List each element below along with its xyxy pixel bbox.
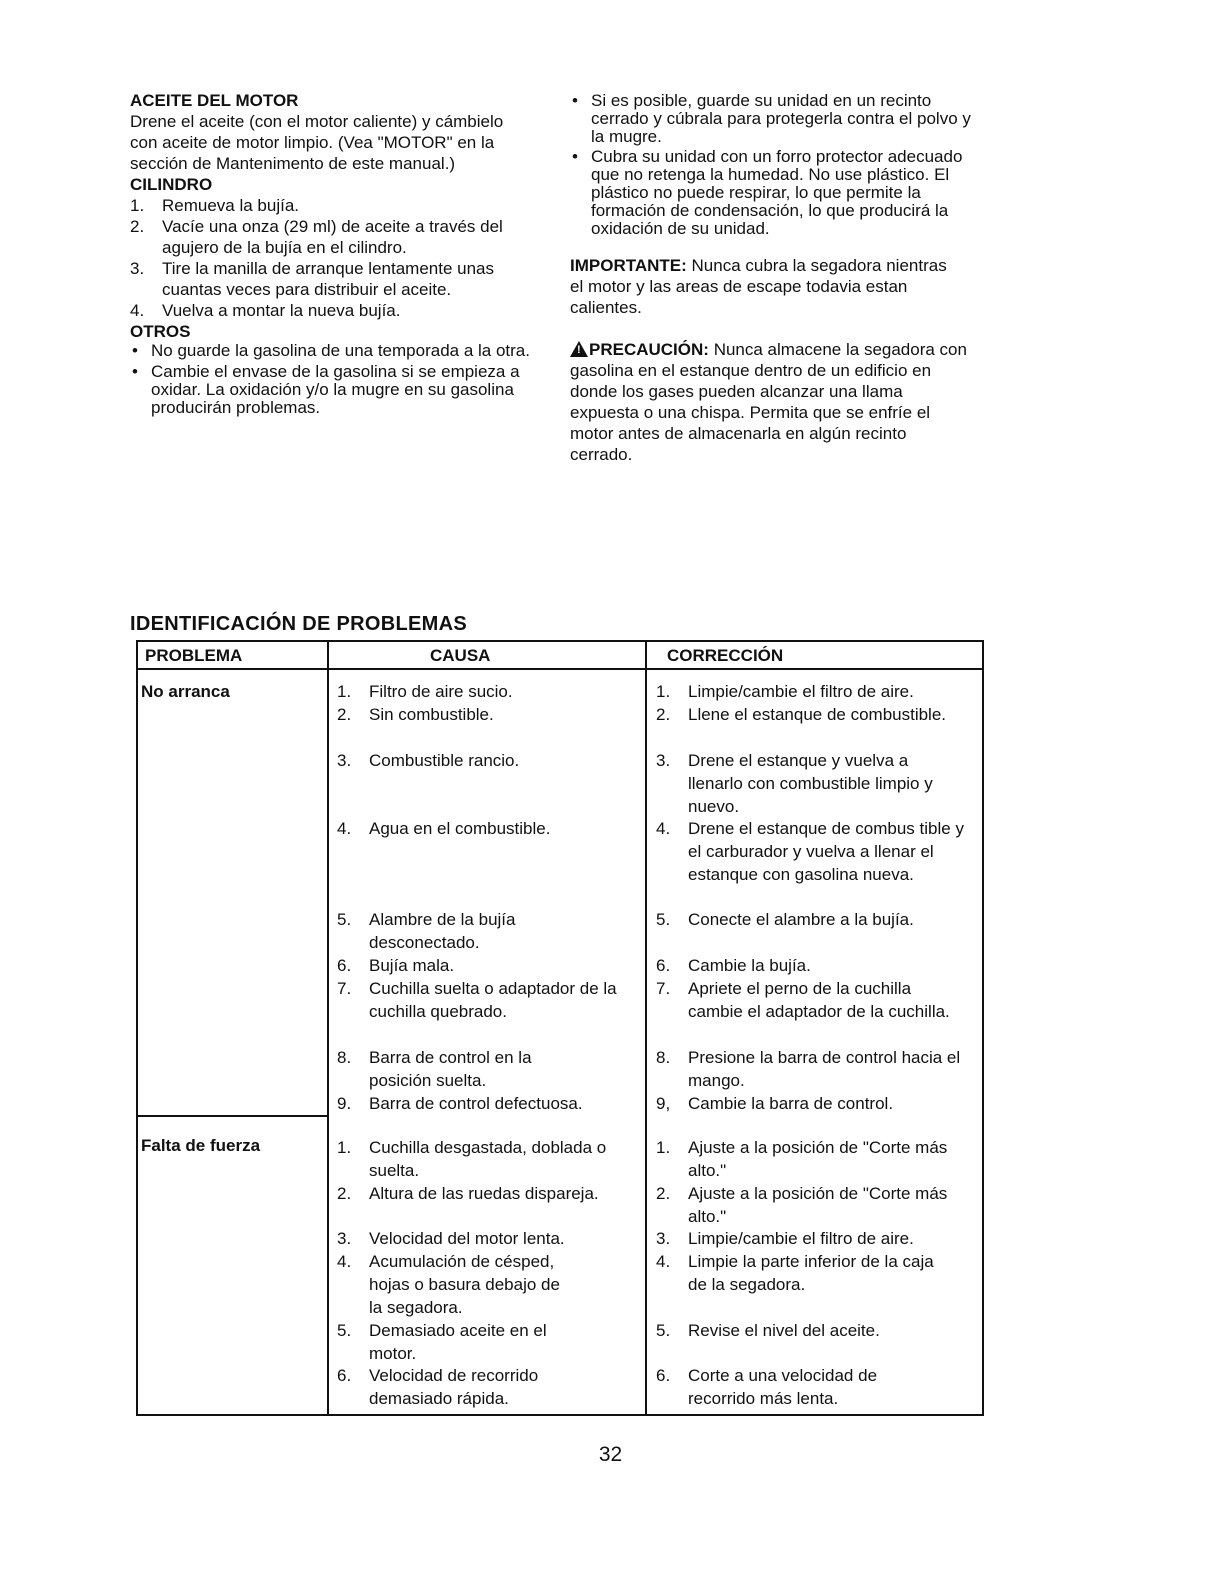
- table-row: 3. Limpie/cambie el filtro de aire.: [656, 1229, 914, 1248]
- table-row: 2. Altura de las ruedas dispareja.: [337, 1184, 599, 1203]
- otros-list: [130, 342, 530, 417]
- list-item: • No guarde la gasolina de una temporada a la otra.: [132, 341, 530, 360]
- column-divider: [645, 640, 647, 1416]
- table-row: 2. Sin combustible.: [337, 705, 494, 724]
- page-number: 32: [598, 1443, 623, 1466]
- problem-no-arranca: No arranca: [141, 682, 230, 701]
- table-row: 6. Bujía mala.: [337, 956, 455, 975]
- header-divider: [136, 668, 984, 670]
- row-divider: [136, 1115, 329, 1117]
- table-row: 5. Revise el nivel del aceite.: [656, 1321, 880, 1340]
- aceite-text: Drene el aceite (con el motor caliente) y cámbielo con aceite de motor limpio. (Vea "MOTOR" en la sección de Mantenimento de este manual.): [130, 112, 504, 173]
- table-row: 5. Conecte el alambre a la bujía.: [656, 910, 914, 929]
- list-item: 2. Vacíe una onza (29 ml) de aceite a través del agujero de la bujía en el cilindro.: [130, 217, 503, 257]
- table-row: 8. Presione la barra de control hacia el mango.: [656, 1048, 961, 1090]
- table-row: 6. Cambie la bujía.: [656, 956, 811, 975]
- otros-title: OTROS: [130, 322, 191, 341]
- table-row: 8. Barra de control en la posición suelta.: [337, 1048, 532, 1090]
- header-causa: CAUSA: [430, 646, 491, 665]
- table-row: 2. Ajuste a la posición de "Corte más alto.": [656, 1184, 948, 1226]
- list-item: • Cubra su unidad con un forro protector adecuado que no retenga la humedad. No use plástico. El plástico no puede respirar, lo que permite la formación de condensación, lo que producirá la oxidación de su unidad.: [572, 147, 963, 238]
- table-row: 1. Ajuste a la posición de "Corte más alto.": [656, 1138, 948, 1180]
- column-divider: [327, 640, 329, 1416]
- importante-label: IMPORTANTE:: [570, 256, 687, 275]
- warning-triangle-icon: !: [570, 341, 588, 357]
- list-item: • Si es posible, guarde su unidad en un recinto cerrado y cúbrala para protegerla contra el polvo y la mugre.: [572, 91, 971, 146]
- table-row: 5. Alambre de la bujía desconectado.: [337, 910, 516, 952]
- table-row: 9, Cambie la barra de control.: [656, 1094, 894, 1113]
- list-item: 1. Remueva la bujía.: [130, 196, 300, 215]
- table-row: 7. Cuchilla suelta o adaptador de la cuchilla quebrado.: [337, 979, 617, 1021]
- table-row: 6. Corte a una velocidad de recorrido más lenta.: [656, 1366, 878, 1408]
- left-column: [130, 90, 540, 417]
- list-item: 4. Vuelva a montar la nueva bujía.: [130, 301, 401, 320]
- table-row: 1. Filtro de aire sucio.: [337, 682, 513, 701]
- troubleshooting-title: IDENTIFICACIÓN DE PROBLEMAS: [130, 613, 467, 635]
- storage-tips-list: [570, 92, 982, 238]
- precaucion-text: Nunca almacene la segadora con gasolina en el estanque dentro de un edificio en donde los gases pueden alcanzar una llama expuesta o una chispa. Permita que se enfríe el motor antes de almacenarla en algún recinto cerrado.: [570, 340, 967, 464]
- precaucion-label: PRECAUCIÓN:: [589, 340, 709, 359]
- table-row: 3. Combustible rancio.: [337, 751, 520, 770]
- problem-falta-de-fuerza: Falta de fuerza: [141, 1136, 261, 1155]
- table-row: 4. Limpie la parte inferior de la caja de la segadora.: [656, 1252, 934, 1294]
- table-row: 1. Limpie/cambie el filtro de aire.: [656, 682, 914, 701]
- list-item: • Cambie el envase de la gasolina si se empieza a oxidar. La oxidación y/o la mugre en su gasolina producirán problemas.: [132, 362, 520, 417]
- header-correccion: CORRECCIÓN: [667, 646, 784, 665]
- table-row: 9. Barra de control defectuosa.: [337, 1094, 583, 1113]
- table-row: 4. Drene el estanque de combus tible y el carburador y vuelva a llenar el estanque con gasolina nueva.: [656, 819, 964, 884]
- importante-text: Nunca cubra la segadora nientras el motor y las areas de escape todavia estan calientes.: [570, 256, 947, 317]
- list-item: 3. Tire la manilla de arranque lentamente unas cuantas veces para distribuir el aceite.: [130, 259, 495, 299]
- importante-note: [570, 255, 955, 318]
- table-row: 6. Velocidad de recorrido demasiado rápida.: [337, 1366, 539, 1408]
- table-row: 3. Velocidad del motor lenta.: [337, 1229, 565, 1248]
- aceite-title: ACEITE DEL MOTOR: [130, 91, 299, 110]
- right-column: [570, 92, 990, 465]
- precaucion-note: [570, 339, 970, 465]
- table-row: 4. Agua en el combustible.: [337, 819, 551, 838]
- table-row: 7. Apriete el perno de la cuchilla cambie el adaptador de la cuchilla.: [656, 979, 950, 1021]
- table-row: 2. Llene el estanque de combustible.: [656, 705, 947, 724]
- table-row: 3. Drene el estanque y vuelva a llenarlo con combustible limpio y nuevo.: [656, 751, 933, 816]
- table-row: 4. Acumulación de césped, hojas o basura debajo de la segadora.: [337, 1252, 560, 1317]
- header-problema: PROBLEMA: [145, 646, 243, 665]
- table-row: 5. Demasiado aceite en el motor.: [337, 1321, 547, 1363]
- cilindro-list: [130, 195, 525, 321]
- cilindro-title: CILINDRO: [130, 175, 213, 194]
- table-row: 1. Cuchilla desgastada, doblada o suelta.: [337, 1138, 607, 1180]
